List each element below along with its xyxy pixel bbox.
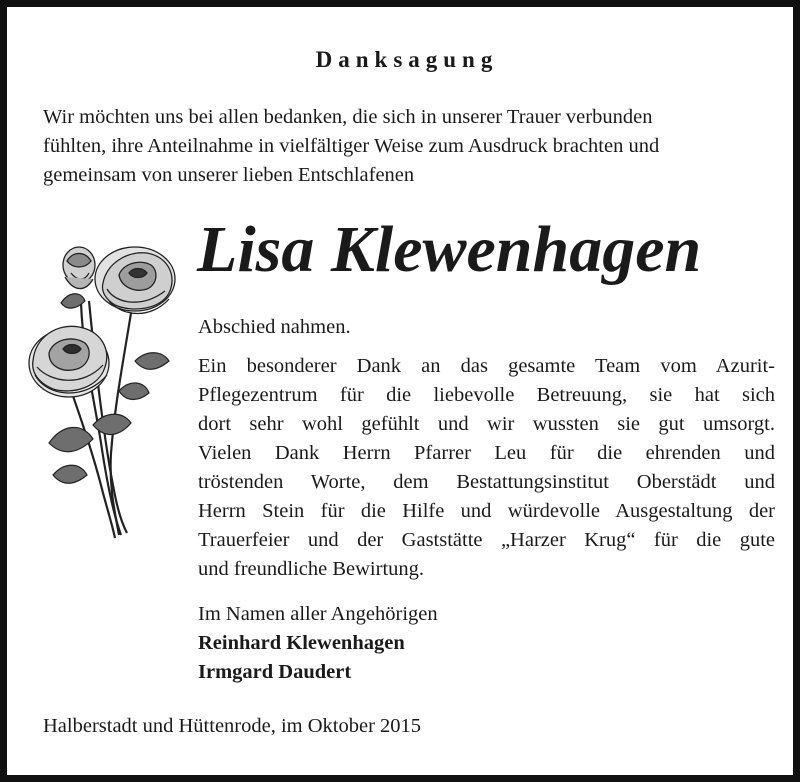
place-date: Halberstadt und Hüttenrode, im Oktober 2015 [43, 715, 422, 737]
intro-line: Wir möchten uns bei allen bedanken, die sich in unserer Trauer verbunden [43, 106, 653, 128]
signature-block [198, 600, 438, 687]
thanks-line: Vielen Dank Herrn Pfarrer Leu für die ehrenden und [198, 442, 775, 464]
thanks-paragraph [198, 352, 775, 584]
thanks-line: Pflegezentrum für die liebevolle Betreuung, sie hat sich [198, 384, 775, 406]
thanks-line: Trauerfeier und der Gaststätte „Harzer Krug“ für die gute [198, 529, 775, 551]
thanks-line: und freundliche Bewirtung. [198, 558, 425, 580]
thanks-line: tröstenden Worte, dem Bestattungsinstitut Oberstädt und [198, 471, 775, 493]
signature-name: Irmgard Daudert [198, 661, 352, 683]
farewell-text: Abschied nahmen. [198, 316, 351, 338]
signature-name: Reinhard Klewenhagen [198, 632, 405, 654]
thanks-line: dort sehr wohl gefühlt und wir wussten sie gut umsorgt. [198, 413, 775, 435]
intro-line: gemeinsam von unserer lieben Entschlafenen [43, 164, 415, 186]
roses-illustration [23, 243, 188, 543]
intro-text [43, 103, 783, 190]
signature-preface: Im Namen aller Angehörigen [198, 603, 438, 625]
notice-title: Danksagung [315, 47, 499, 72]
thanks-line: Herrn Stein für die Hilfe und würdevolle Ausgestaltung der [198, 500, 775, 522]
intro-line: fühlten, ihre Anteilnahme in vielfältiger Weise zum Ausdruck brachten und [43, 135, 660, 157]
deceased-name: Lisa Klewenhagen [197, 213, 702, 286]
thanks-line: Ein besonderer Dank an das gesamte Team vom Azurit- [198, 355, 775, 377]
